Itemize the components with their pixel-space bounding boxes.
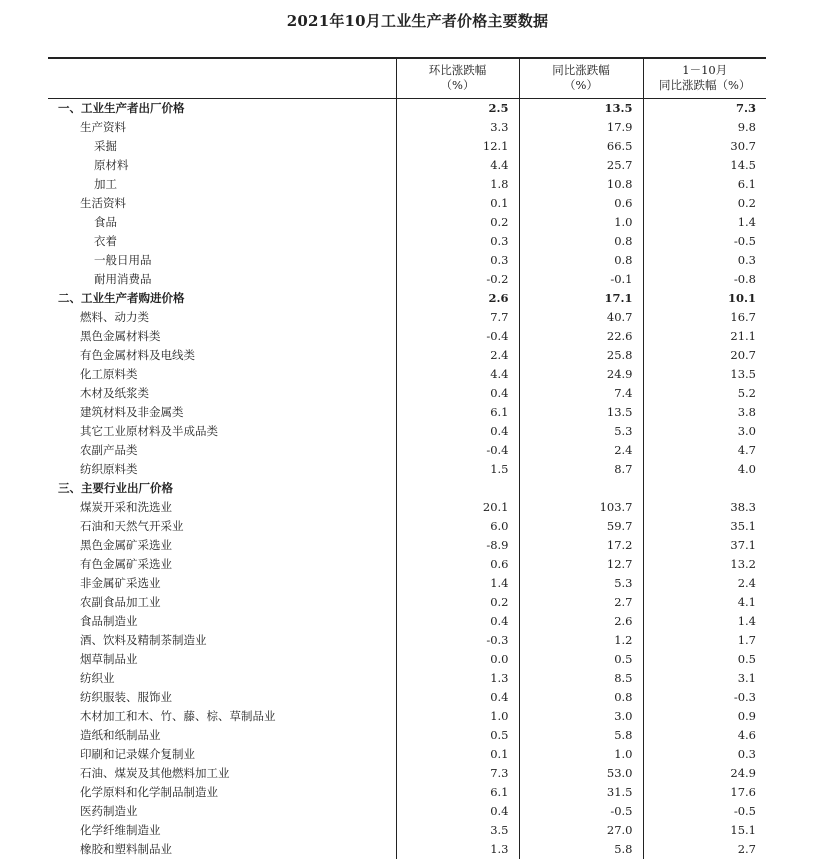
cell-yoy-value: 0.5 xyxy=(519,650,643,669)
cell-ytd-value: 2.7 xyxy=(643,840,766,859)
row-label: 医药制造业 xyxy=(80,803,138,818)
table-row xyxy=(48,289,766,308)
row-label: 木材加工和木、竹、藤、棕、草制品业 xyxy=(80,708,276,723)
cell-mom-value: 0.4 xyxy=(396,612,519,631)
cell-yoy-value: -0.1 xyxy=(519,270,643,289)
cell-mom-value: -0.2 xyxy=(396,270,519,289)
table-row xyxy=(48,384,766,403)
cell-mom-value: -0.3 xyxy=(396,631,519,650)
row-label: 非金属矿采选业 xyxy=(80,575,161,590)
table-row xyxy=(48,270,766,289)
cell-ytd-value: 16.7 xyxy=(643,308,766,327)
cell-mom-value: 0.4 xyxy=(396,384,519,403)
row-label: 化学纤维制造业 xyxy=(80,822,161,837)
cell-mom-value: 6.1 xyxy=(396,403,519,422)
cell-yoy-value: 5.8 xyxy=(519,840,643,859)
header-label-column xyxy=(48,58,396,98)
cell-ytd-value: 3.8 xyxy=(643,403,766,422)
table-row xyxy=(48,479,766,498)
cell-yoy-value: 0.6 xyxy=(519,194,643,213)
table-row xyxy=(48,707,766,726)
cell-ytd-value: 2.4 xyxy=(643,574,766,593)
cell-yoy-value: 0.8 xyxy=(519,688,643,707)
row-label: 橡胶和塑料制品业 xyxy=(80,841,172,856)
row-label: 农副食品加工业 xyxy=(80,594,161,609)
cell-yoy-value: 1.0 xyxy=(519,745,643,764)
table-row xyxy=(48,327,766,346)
cell-yoy-value: 25.8 xyxy=(519,346,643,365)
row-label: 纺织业 xyxy=(80,670,115,685)
price-data-table xyxy=(48,57,766,859)
cell-yoy-value: 31.5 xyxy=(519,783,643,802)
cell-ytd-value: 6.1 xyxy=(643,175,766,194)
cell-yoy-value: 1.2 xyxy=(519,631,643,650)
table-row xyxy=(48,574,766,593)
row-label: 纺织服装、服饰业 xyxy=(80,689,172,704)
cell-mom-value: 3.3 xyxy=(396,118,519,137)
cell-mom-value: -0.4 xyxy=(396,441,519,460)
table-row xyxy=(48,346,766,365)
table-row xyxy=(48,669,766,688)
table-row xyxy=(48,460,766,479)
table-row xyxy=(48,631,766,650)
row-label: 纺织原料类 xyxy=(80,461,138,476)
cell-mom-value: 0.2 xyxy=(396,213,519,232)
row-label: 一、工业生产者出厂价格 xyxy=(58,100,185,115)
row-label: 有色金属矿采选业 xyxy=(80,556,172,571)
cell-ytd-value: 30.7 xyxy=(643,137,766,156)
table-row xyxy=(48,213,766,232)
cell-ytd-value: 20.7 xyxy=(643,346,766,365)
table-row xyxy=(48,194,766,213)
cell-yoy-value: 22.6 xyxy=(519,327,643,346)
row-label: 农副产品类 xyxy=(80,442,138,457)
table-row xyxy=(48,783,766,802)
cell-yoy-value: 10.8 xyxy=(519,175,643,194)
cell-ytd-value: 38.3 xyxy=(643,498,766,517)
row-label: 印刷和记录媒介复制业 xyxy=(80,746,195,761)
cell-mom-value: 2.4 xyxy=(396,346,519,365)
cell-ytd-value xyxy=(643,479,766,498)
cell-yoy-value: 5.3 xyxy=(519,574,643,593)
cell-yoy-value: 13.5 xyxy=(519,98,643,118)
cell-ytd-value: 5.2 xyxy=(643,384,766,403)
row-label: 采掘 xyxy=(94,138,117,153)
table-row xyxy=(48,764,766,783)
cell-ytd-value: 3.0 xyxy=(643,422,766,441)
cell-mom-value: 2.6 xyxy=(396,289,519,308)
cell-mom-value: 3.5 xyxy=(396,821,519,840)
cell-yoy-value: 66.5 xyxy=(519,137,643,156)
row-label: 建筑材料及非金属类 xyxy=(80,404,184,419)
cell-mom-value: 6.1 xyxy=(396,783,519,802)
table-row xyxy=(48,650,766,669)
cell-ytd-value: -0.3 xyxy=(643,688,766,707)
page-title: 2021年10月工业生产者价格主要数据 xyxy=(286,12,549,30)
cell-mom-value: 0.2 xyxy=(396,593,519,612)
row-label: 生活资料 xyxy=(80,195,126,210)
cell-mom-value: 1.4 xyxy=(396,574,519,593)
cell-yoy-value: 0.8 xyxy=(519,251,643,270)
cell-ytd-value: 0.9 xyxy=(643,707,766,726)
cell-ytd-value: 1.4 xyxy=(643,213,766,232)
cell-yoy-value: 40.7 xyxy=(519,308,643,327)
row-label: 加工 xyxy=(94,176,117,191)
cell-ytd-value: 35.1 xyxy=(643,517,766,536)
cell-ytd-value: 13.2 xyxy=(643,555,766,574)
cell-ytd-value: 4.7 xyxy=(643,441,766,460)
row-label: 石油、煤炭及其他燃料加工业 xyxy=(80,765,230,780)
cell-yoy-value: 17.1 xyxy=(519,289,643,308)
cell-yoy-value: 8.5 xyxy=(519,669,643,688)
cell-mom-value: 1.3 xyxy=(396,669,519,688)
table-row xyxy=(48,688,766,707)
cell-mom-value: 1.5 xyxy=(396,460,519,479)
table-row xyxy=(48,156,766,175)
table-row xyxy=(48,726,766,745)
cell-yoy-value xyxy=(519,479,643,498)
row-label: 石油和天然气开采业 xyxy=(80,518,184,533)
table-row xyxy=(48,802,766,821)
table-row xyxy=(48,821,766,840)
header-yoy-change xyxy=(519,58,643,98)
cell-yoy-value: 24.9 xyxy=(519,365,643,384)
row-label: 黑色金属矿采选业 xyxy=(80,537,172,552)
cell-yoy-value: 5.3 xyxy=(519,422,643,441)
table-row xyxy=(48,536,766,555)
row-label: 造纸和纸制品业 xyxy=(80,727,161,742)
cell-yoy-value: 12.7 xyxy=(519,555,643,574)
cell-ytd-value: 3.1 xyxy=(643,669,766,688)
cell-yoy-value: 0.8 xyxy=(519,232,643,251)
cell-mom-value: 0.0 xyxy=(396,650,519,669)
cell-ytd-value: 0.3 xyxy=(643,251,766,270)
table-row xyxy=(48,840,766,859)
row-label: 化学原料和化学制品制造业 xyxy=(80,784,218,799)
table-row xyxy=(48,118,766,137)
row-label: 生产资料 xyxy=(80,119,126,134)
cell-mom-value: 12.1 xyxy=(396,137,519,156)
row-label: 其它工业原材料及半成品类 xyxy=(80,423,218,438)
header-yoy-title: 同比涨跌幅 xyxy=(552,63,610,77)
table-row xyxy=(48,308,766,327)
cell-yoy-value: 27.0 xyxy=(519,821,643,840)
header-ytd-title: 同比涨跌幅（%） xyxy=(659,78,751,92)
row-label: 酒、饮料及精制茶制造业 xyxy=(80,632,207,647)
cell-mom-value: -8.9 xyxy=(396,536,519,555)
cell-yoy-value: 103.7 xyxy=(519,498,643,517)
cell-ytd-value: 0.3 xyxy=(643,745,766,764)
cell-mom-value: 0.3 xyxy=(396,232,519,251)
cell-mom-value: 20.1 xyxy=(396,498,519,517)
row-label: 三、主要行业出厂价格 xyxy=(58,480,173,495)
cell-yoy-value: 59.7 xyxy=(519,517,643,536)
cell-yoy-value: 1.0 xyxy=(519,213,643,232)
table-row xyxy=(48,441,766,460)
cell-ytd-value: 10.1 xyxy=(643,289,766,308)
cell-ytd-value: 13.5 xyxy=(643,365,766,384)
cell-ytd-value: 0.2 xyxy=(643,194,766,213)
row-label: 黑色金属材料类 xyxy=(80,328,161,343)
table-row xyxy=(48,555,766,574)
cell-yoy-value: 2.6 xyxy=(519,612,643,631)
cell-yoy-value: 5.8 xyxy=(519,726,643,745)
cell-ytd-value: 7.3 xyxy=(643,98,766,118)
cell-yoy-value: 17.9 xyxy=(519,118,643,137)
row-label: 烟草制品业 xyxy=(80,651,138,666)
cell-yoy-value: 25.7 xyxy=(519,156,643,175)
cell-ytd-value: 4.0 xyxy=(643,460,766,479)
cell-ytd-value: 4.6 xyxy=(643,726,766,745)
cell-yoy-value: 2.7 xyxy=(519,593,643,612)
cell-ytd-value: 1.4 xyxy=(643,612,766,631)
cell-mom-value: 2.5 xyxy=(396,98,519,118)
cell-mom-value: 1.0 xyxy=(396,707,519,726)
cell-ytd-value: 15.1 xyxy=(643,821,766,840)
table-row xyxy=(48,593,766,612)
cell-mom-value: 0.1 xyxy=(396,194,519,213)
cell-mom-value: 0.4 xyxy=(396,688,519,707)
cell-ytd-value: -0.8 xyxy=(643,270,766,289)
table-row xyxy=(48,403,766,422)
cell-yoy-value: 8.7 xyxy=(519,460,643,479)
cell-ytd-value: 14.5 xyxy=(643,156,766,175)
row-label: 耐用消费品 xyxy=(94,271,152,286)
row-label: 燃料、动力类 xyxy=(80,309,149,324)
cell-mom-value: 0.4 xyxy=(396,422,519,441)
row-label: 有色金属材料及电线类 xyxy=(80,347,195,362)
table-row xyxy=(48,422,766,441)
row-label: 食品制造业 xyxy=(80,613,138,628)
cell-mom-value xyxy=(396,479,519,498)
cell-ytd-value: 4.1 xyxy=(643,593,766,612)
table-row xyxy=(48,498,766,517)
table-row xyxy=(48,745,766,764)
cell-yoy-value: 53.0 xyxy=(519,764,643,783)
table-row xyxy=(48,517,766,536)
row-label: 木材及纸浆类 xyxy=(80,385,149,400)
cell-mom-value: 7.3 xyxy=(396,764,519,783)
header-mom-unit: （%） xyxy=(440,78,475,92)
cell-yoy-value: -0.5 xyxy=(519,802,643,821)
table-row xyxy=(48,612,766,631)
cell-ytd-value: -0.5 xyxy=(643,232,766,251)
cell-mom-value: 0.5 xyxy=(396,726,519,745)
row-label: 二、工业生产者购进价格 xyxy=(58,290,185,305)
cell-mom-value: 4.4 xyxy=(396,156,519,175)
cell-ytd-value: -0.5 xyxy=(643,802,766,821)
cell-yoy-value: 17.2 xyxy=(519,536,643,555)
cell-mom-value: -0.4 xyxy=(396,327,519,346)
row-label: 煤炭开采和洗选业 xyxy=(80,499,172,514)
table-row xyxy=(48,251,766,270)
row-label: 衣着 xyxy=(94,233,117,248)
table-body xyxy=(48,98,766,859)
cell-mom-value: 0.3 xyxy=(396,251,519,270)
cell-mom-value: 1.3 xyxy=(396,840,519,859)
cell-ytd-value: 21.1 xyxy=(643,327,766,346)
header-ytd-change xyxy=(643,58,766,98)
cell-mom-value: 0.4 xyxy=(396,802,519,821)
row-label: 一般日用品 xyxy=(94,252,152,267)
cell-yoy-value: 7.4 xyxy=(519,384,643,403)
cell-yoy-value: 3.0 xyxy=(519,707,643,726)
cell-mom-value: 6.0 xyxy=(396,517,519,536)
table-row xyxy=(48,137,766,156)
cell-ytd-value: 1.7 xyxy=(643,631,766,650)
cell-yoy-value: 13.5 xyxy=(519,403,643,422)
table-row xyxy=(48,232,766,251)
cell-mom-value: 7.7 xyxy=(396,308,519,327)
header-ytd-period: 1－10月 xyxy=(682,63,728,77)
cell-mom-value: 0.6 xyxy=(396,555,519,574)
cell-ytd-value: 0.5 xyxy=(643,650,766,669)
header-yoy-unit: （%） xyxy=(564,78,598,92)
cell-mom-value: 4.4 xyxy=(396,365,519,384)
cell-ytd-value: 9.8 xyxy=(643,118,766,137)
row-label: 食品 xyxy=(94,214,117,229)
table-header-row xyxy=(48,58,766,98)
table-row xyxy=(48,365,766,384)
cell-mom-value: 0.1 xyxy=(396,745,519,764)
cell-ytd-value: 17.6 xyxy=(643,783,766,802)
row-label: 原材料 xyxy=(94,157,129,172)
table-row xyxy=(48,98,766,118)
row-label: 化工原料类 xyxy=(80,366,138,381)
header-mom-change xyxy=(396,58,519,98)
cell-yoy-value: 2.4 xyxy=(519,441,643,460)
cell-mom-value: 1.8 xyxy=(396,175,519,194)
table-row xyxy=(48,175,766,194)
cell-ytd-value: 24.9 xyxy=(643,764,766,783)
header-mom-title: 环比涨跌幅 xyxy=(428,63,487,77)
cell-ytd-value: 37.1 xyxy=(643,536,766,555)
